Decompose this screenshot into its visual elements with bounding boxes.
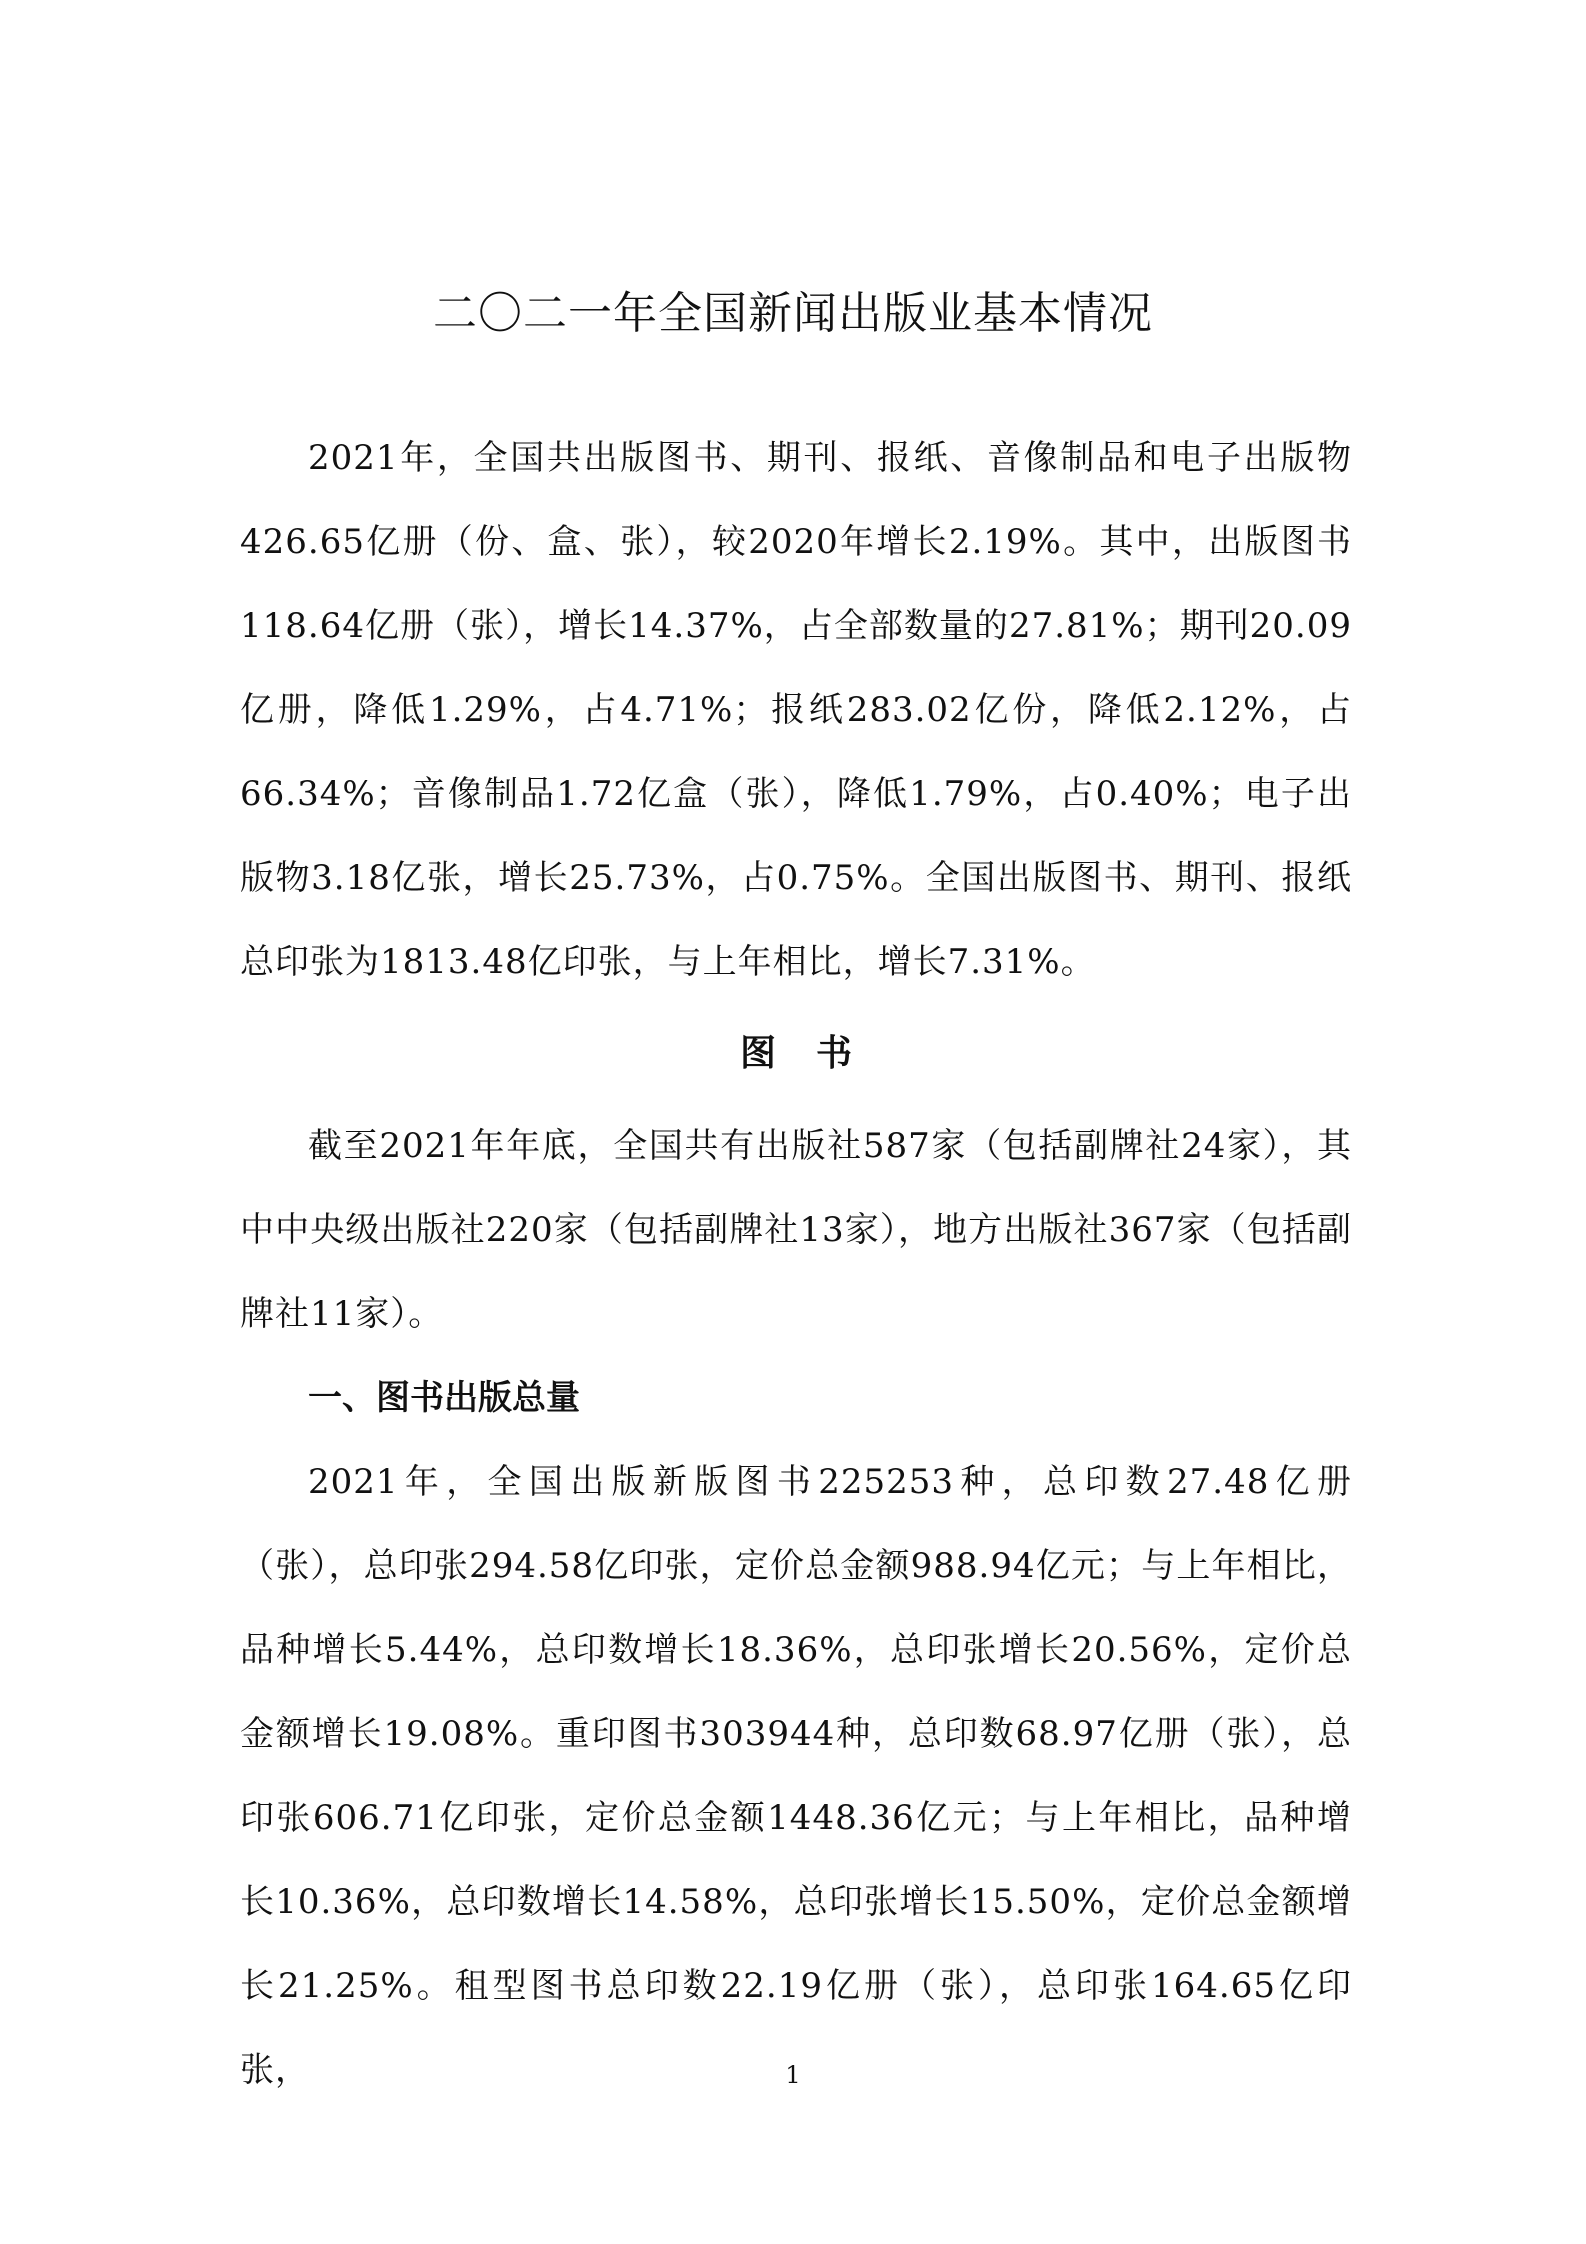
publishers-paragraph: 截至2021年年底，全国共有出版社587家（包括副牌社24家），其中中央级出版社220家（包括副牌社13家），地方出版社367家（包括副牌社11家）。 [240,1126,1352,1334]
subheading-book-output: 一、图书出版总量 [308,1378,580,1418]
book-output-paragraph: 2021年，全国出版新版图书225253种，总印数27.48亿册（张），总印张294.58亿印张，定价总金额988.94亿元；与上年相比，品种增长5.44%，总印数增长18.36%，总印张增长20.56%，定价总金额增长19.08%。重印图书303944种，总印数68.97亿册（张），总印张606.71亿印张，定价总金额1448.36亿元；与上年相比，品种增长10.36%，总印数增长14.58%，总印张增长15.50%，定价总金额增长21.25%。租型图书总印数22.19亿册（张），总印张164.65亿印张， [240,1462,1352,2090]
section-heading-books: 图书 [739,1033,892,1074]
document-title: 二〇二一年全国新闻出版业基本情况 [433,288,1153,339]
intro-paragraph: 2021年，全国共出版图书、期刊、报纸、音像制品和电子出版物426.65亿册（份、盒、张），较2020年增长2.19%。其中，出版图书118.64亿册（张），增长14.37%，占全部数量的27.81%；期刊20.09亿册，降低1.29%，占4.71%；报纸283.02亿份，降低2.12%，占66.34%；音像制品1.72亿盒（张），降低1.79%，占0.40%；电子出版物3.18亿张，增长25.73%，占0.75%。全国出版图书、期刊、报纸总印张为1813.48亿印张，与上年相比，增长7.31%。 [240,438,1352,982]
document-body [240,416,1352,2112]
page-number: 1 [785,2061,801,2089]
